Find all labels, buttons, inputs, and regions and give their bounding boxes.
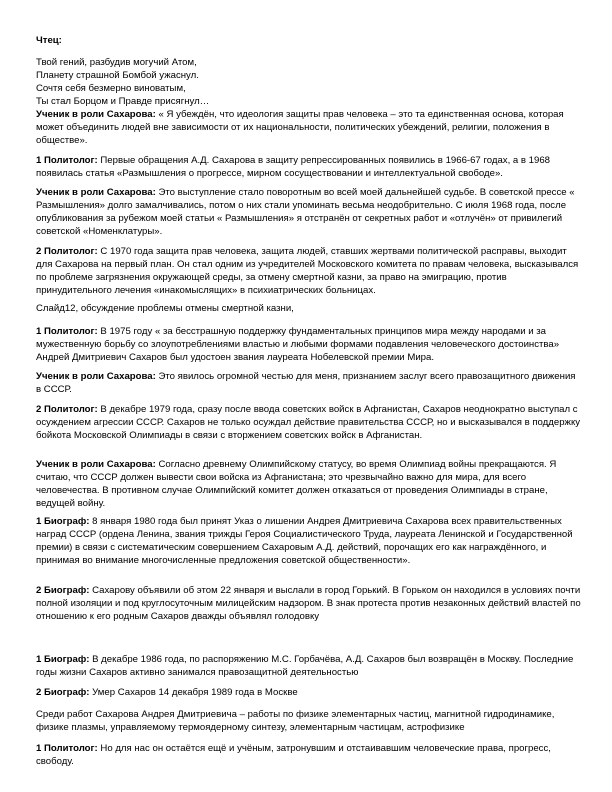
paragraph-text: Это выступление стало поворотным во всей моей дальнейшей судьбе. В советской прессе « Размышления» долго замалчивались, потом о них стали упоминать весьма неодобрительно. С июля 1968 года, после опубликования за рубежом моей статьи « Размышления» я отстранён от секретных работ и «отлучён» от привилегий советской «Номенклатуры». — [36, 187, 575, 237]
paragraph-text: Сахарову объявили об этом 22 января и выслали в город Горький. В Горьком он находился в условиях почти полной изоляции и под круглосуточным милицейским надзором. В знак протеста против незаконных действий властей по отношению к его родным Сахаров дважды объявлял голодовку — [36, 585, 581, 622]
paragraph — [36, 515, 581, 567]
paragraph — [36, 584, 581, 623]
speaker-label: 2 Биограф: — [36, 585, 90, 596]
speaker-label: 1 Биограф: — [36, 516, 90, 527]
paragraph — [36, 686, 581, 699]
speaker-label: 1 Биограф: — [36, 654, 90, 665]
paragraph-text: Умер Сахаров 14 декабря 1989 года в Москве — [89, 687, 298, 698]
paragraph — [36, 370, 581, 396]
speaker-label: 1 Политолог: — [36, 155, 98, 166]
paragraph-text: Это явилось огромной честью для меня, признанием заслуг всего правозащитного движения в СССР. — [36, 371, 576, 395]
poem-line: Планету страшной Бомбой ужаснул. — [36, 70, 199, 81]
speaker-label: 2 Политолог: — [36, 246, 98, 257]
paragraph-text: В 1975 году « за бесстрашную поддержку фундаментальных принципов мира между народами и за мужественную борьбу со злоупотреблениями властью и любыми формами подавления человеческого достоинства» Андрей Дмитриевич Сахаров был удостоен звания лауреата Нобелевской премии Мира. — [36, 326, 560, 363]
paragraph-text: В декабре 1979 года, сразу после ввода советских войск в Афганистан, Сахаров неоднократно выступал с осуждением агрессии СССР. Сахаров не только осуждал действие правительства СССР, но и высказывался в поддержку бойкота Московской Олимпиады в связи с вторжением советских войск в Афганистан. — [36, 404, 581, 441]
speaker-label: 2 Биограф: — [36, 687, 90, 698]
paragraph-text: Но для нас он остаётся ещё и учёным, затронувшим и отстаивавшим человеческие права, прогресс, свободу. — [36, 743, 551, 767]
paragraph — [36, 742, 581, 768]
paragraph-text: « Я убеждён, что идеология защиты прав человека – это та единственная основа, которая может объединить людей вне зависимости от их национальности, политических убеждений, религии, положения в обществе». — [36, 109, 564, 146]
paragraph — [36, 403, 581, 442]
poem — [36, 56, 581, 108]
slide-note — [36, 302, 581, 315]
speaker-label: Ученик в роли Сахарова: — [36, 187, 156, 198]
paragraph-text: 8 января 1980 года был принят Указ о лишении Андрея Дмитриевича Сахарова всех правительственных наград СССР (ордена Ленина, звания трижды Героя Социалистического Труда, лауреата Ленинской и Государственной премии) в связи с систематическим совершением Сахаровым А.Д. действий, порочащих его как награждённого, и принимая во внимание многочисленные предложения советской общественности». — [36, 516, 573, 566]
speaker-label: Ученик в роли Сахарова: — [36, 371, 156, 382]
paragraph-text: Среди работ Сахарова Андрея Дмитриевича – работы по физике элементарных частиц, магнитной гидродинамике, физике плазмы, управляемому термоядерному синтезу, элементарным частицам, астрофизике — [36, 709, 555, 733]
paragraph — [36, 653, 581, 679]
paragraph — [36, 154, 581, 180]
paragraph — [36, 458, 581, 510]
paragraph — [36, 708, 581, 734]
reader-label: Чтец: — [36, 35, 62, 46]
paragraph-text: В декабре 1986 года, по распоряжению М.С. Горбачёва, А.Д. Сахаров был возвращён в Москву. Последние годы жизни Сахаров активно занимался правозащитной деятельностью — [36, 654, 574, 678]
paragraph — [36, 325, 581, 364]
paragraph-text: Слайд12, обсуждение проблемы отмены смертной казни, — [36, 303, 294, 314]
paragraph-text: Согласно древнему Олимпийскому статусу, во время Олимпиад войны прекращаются. Я считаю, что СССР должен вывести свои войска из Афганистана; это чрезвычайно важно для мира, для всего человечества. В противном случае Олимпийский комитет должен отказаться от проведения Олимпиады в стране, ведущей войну. — [36, 459, 557, 509]
speaker-label: 2 Политолог: — [36, 404, 98, 415]
paragraph-text: Первые обращения А.Д. Сахарова в защиту репрессированных появились в 1966-67 годах, а в 1968 появилась статья «Размышления о прогрессе, мирном сосуществовании и интеллектуальной свободе». — [36, 155, 551, 179]
speaker-label: Ученик в роли Сахарова: — [36, 459, 156, 470]
paragraph-text: С 1970 года защита прав человека, защита людей, ставших жертвами политической расправы, выходит для Сахарова на первый план. Он стал одним из учредителей Московского комитета по правам человека, высказывался по проблеме загрязнения окружающей среды, за отмену смертной казни, за право на эмиграцию, против принудительного лечения «инакомыслящих» в психиатрических больницах. — [36, 246, 579, 296]
speaker-label: 1 Политолог: — [36, 326, 98, 337]
poem-line: Сочтя себя безмерно виноватым, — [36, 83, 186, 94]
paragraph — [36, 108, 581, 147]
poem-line: Ты стал Борцом и Правде присягнул… — [36, 96, 210, 107]
paragraph — [36, 245, 581, 297]
paragraph — [36, 186, 581, 238]
poem-line: Твой гений, разбудив могучий Атом, — [36, 57, 197, 68]
speaker-label: 1 Политолог: — [36, 743, 98, 754]
speaker-label: Ученик в роли Сахарова: — [36, 109, 156, 120]
